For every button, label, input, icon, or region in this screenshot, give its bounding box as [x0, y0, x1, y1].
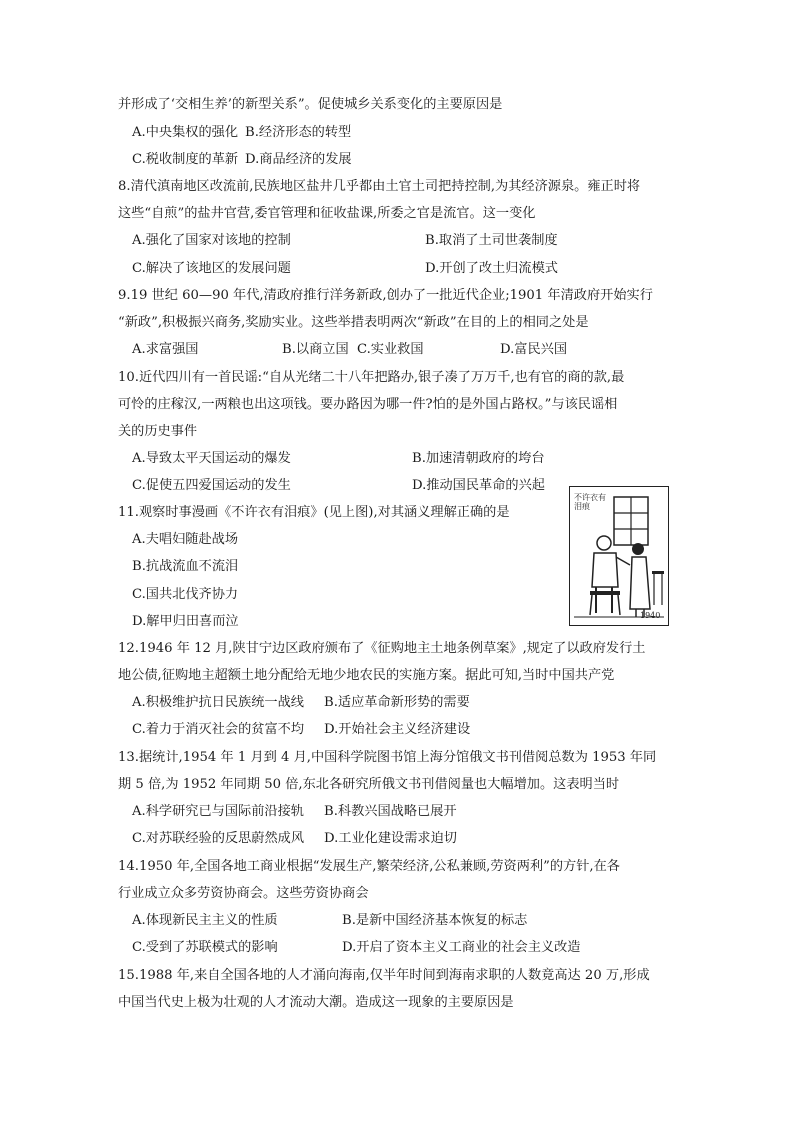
q13-stem-line-2: 期 5 倍,为 1952 年同期 50 倍,东北各研究所俄文书刊借阅量也大幅增加。这表明当时 [118, 777, 620, 792]
q8-option-c: C.解决了该地区的发展问题 [132, 261, 291, 276]
q11-option-d: D.解甲归田喜而泣 [132, 614, 239, 629]
q10-stem-line-3: 关的历史事件 [118, 424, 198, 439]
q15-stem-line-1: 15.1988 年,来自全国各地的人才涌向海南,仅半年时间到海南求职的人数竟高达 20 万,形成 [118, 968, 650, 983]
q8-option-d: D.开创了改土归流模式 [425, 261, 558, 276]
q13-option-c: C.对苏联经验的反思蔚然成风 [132, 831, 305, 846]
q10-option-c: C.促使五四爱国运动的发生 [132, 478, 291, 493]
q9-option-b: B.以商立国 [282, 342, 349, 357]
q13-option-a: A.科学研究已与国际前沿接轨 [132, 804, 304, 819]
cartoon-caption: 不许衣有泪痕 [574, 493, 606, 511]
q15-stem-line-2: 中国当代史上极为壮观的人才流动大潮。造成这一现象的主要原因是 [118, 995, 514, 1010]
q10-stem-line-2: 可怜的庄稼汉,一两粮也出这项钱。要办路因为哪一件?怕的是外国占路权。”与该民谣相 [118, 397, 618, 412]
q8-stem-line-2: 这些“自煎”的盐井官营,委官管理和征收盐课,所委之官是流官。这一变化 [118, 206, 536, 221]
q10-stem-line-1: 10.近代四川有一首民谣:“自从光绪二十八年把路办,银子凑了万万千,也有官的商的款,最 [118, 370, 625, 385]
q12-option-c: C.着力于消灭社会的贫富不均 [132, 722, 305, 737]
q7-option-b: B.经济形态的转型 [245, 125, 352, 140]
q7-option-d: D.商品经济的发展 [245, 152, 352, 167]
q12-stem-line-1: 12.1946 年 12 月,陕甘宁边区政府颁布了《征购地主土地条例草案》,规定了以政府发行土 [118, 641, 646, 656]
q12-option-a: A.积极维护抗日民族统一战线 [132, 695, 304, 710]
q14-option-b: B.是新中国经济基本恢复的标志 [342, 913, 528, 928]
q9-stem-line-2: “新政”,积极振兴商务,奖励实业。这些举措表明两次“新政”在目的上的相同之处是 [118, 315, 589, 330]
q11-option-a: A.夫唱妇随赴战场 [132, 532, 239, 547]
q7-option-c: C.税收制度的革新 [132, 152, 239, 167]
q11-option-c: C.国共北伐齐协力 [132, 587, 239, 602]
q10-option-a: A.导致太平天国运动的爆发 [132, 451, 291, 466]
q9-option-a: A.求富强国 [132, 342, 199, 357]
q11-stem-line-1: 11.观察时事漫画《不许衣有泪痕》(见上图),对其涵义理解正确的是 [118, 505, 510, 520]
q14-stem-line-1: 14.1950 年,全国各地工商业根据“发展生产,繁荣经济,公私兼顾,劳资两利”的方针,在各 [118, 859, 620, 874]
q7-option-a: A.中央集权的强化 [132, 125, 239, 140]
cartoon-year: 1940 [640, 611, 661, 620]
q13-stem-line-1: 13.据统计,1954 年 1 月到 4 月,中国科学院图书馆上海分馆俄文书刊借阅总数为 1953 年同 [118, 750, 657, 765]
q8-option-a: A.强化了国家对该地的控制 [132, 233, 291, 248]
intro-line: 并形成了‘交相生养’的新型关系”。促使城乡关系变化的主要原因是 [118, 97, 503, 112]
q14-stem-line-2: 行业成立众多劳资协商会。这些劳资协商会 [118, 886, 369, 901]
q14-option-a: A.体现新民主主义的性质 [132, 913, 278, 928]
q9-stem-line-1: 9.19 世纪 60—90 年代,清政府推行洋务新政,创办了一批近代企业;1901 年清政府开始实行 [118, 288, 653, 303]
q13-option-d: D.工业化建设需求迫切 [324, 831, 457, 846]
q14-option-d: D.开启了资本主义工商业的社会主义改造 [342, 940, 581, 955]
q12-option-d: D.开始社会主义经济建设 [324, 722, 471, 737]
q10-option-b: B.加速清朝政府的垮台 [412, 451, 545, 466]
q13-option-b: B.科教兴国战略已展开 [324, 804, 457, 819]
q10-option-d: D.推动国民革命的兴起 [412, 478, 545, 493]
q9-option-c: C.实业救国 [357, 342, 424, 357]
q12-option-b: B.适应革命新形势的需要 [324, 695, 470, 710]
q8-option-b: B.取消了土司世袭制度 [425, 233, 558, 248]
q9-option-d: D.富民兴国 [500, 342, 568, 357]
cartoon-illustration [569, 486, 669, 626]
q11-option-b: B.抗战流血不流泪 [132, 559, 239, 574]
q14-option-c: C.受到了苏联模式的影响 [132, 940, 278, 955]
q12-stem-line-2: 地公债,征购地主超额土地分配给无地少地农民的实施方案。据此可知,当时中国共产党 [118, 668, 615, 683]
q8-stem-line-1: 8.清代滇南地区改流前,民族地区盐井几乎都由土官土司把持控制,为其经济源泉。雍正时将 [118, 179, 641, 194]
